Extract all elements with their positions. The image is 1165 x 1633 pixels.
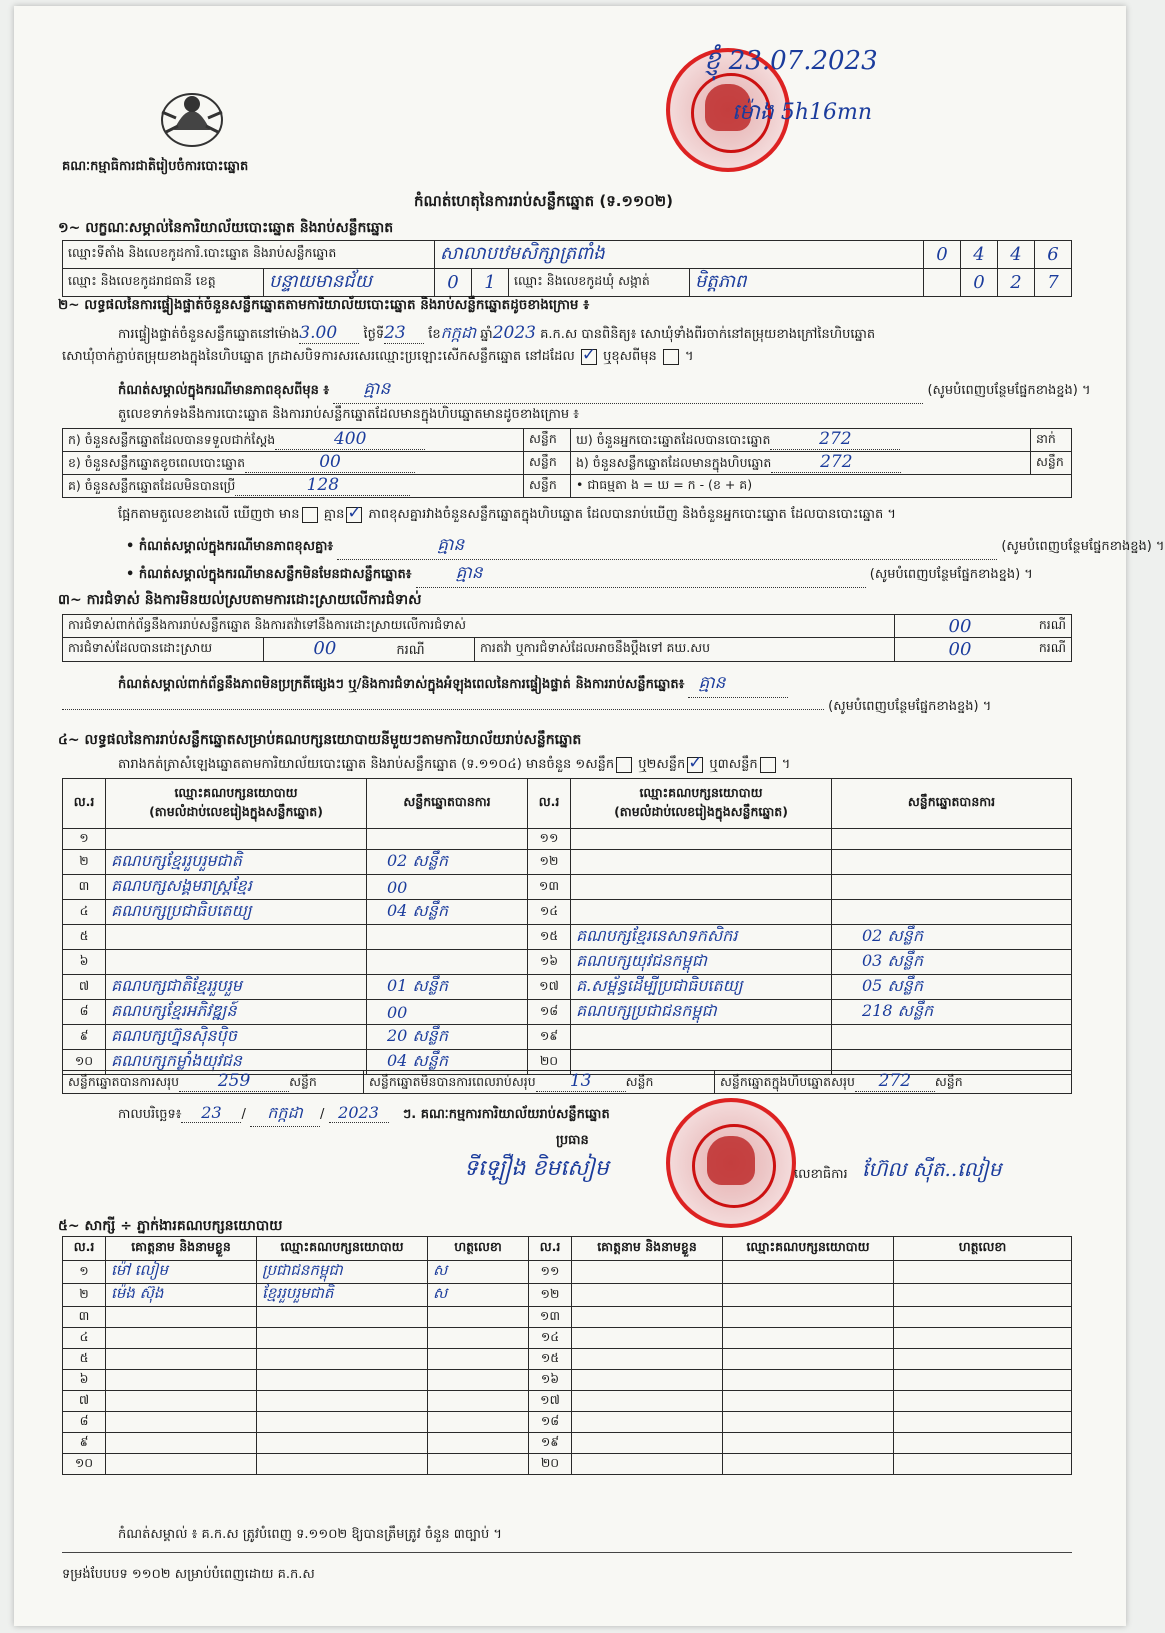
party-number: ១៧ — [528, 975, 571, 1000]
unchanged-checkbox[interactable] — [581, 349, 597, 365]
witness-party — [257, 1307, 428, 1328]
party-number: ១១ — [528, 829, 571, 850]
party-name — [571, 829, 832, 850]
witness-number: ១៩ — [529, 1433, 572, 1454]
witness-signature — [428, 1349, 529, 1370]
secretary-signature: ហ៊ែល ស៊ីត..លៀម — [862, 1157, 1002, 1181]
party-name — [571, 1025, 832, 1050]
witness-name — [572, 1307, 723, 1328]
witness-signature: ស — [428, 1261, 529, 1284]
party-number: ៤ — [63, 900, 106, 925]
witness-name — [572, 1454, 723, 1475]
witness-row — [63, 1284, 1072, 1307]
witness-number: ៧ — [63, 1391, 106, 1412]
witness-party: ខ្មែររួបរួមជាតិ — [257, 1284, 428, 1307]
witness-signature — [428, 1328, 529, 1349]
witness-signature — [428, 1391, 529, 1412]
party-votes — [832, 900, 1072, 925]
committee-name: គណៈកម្មាធិការជាតិរៀបចំការបោះឆ្នោត — [62, 159, 249, 174]
party-name: គណបក្សកម្លាំងយុវជន — [106, 1050, 367, 1075]
verification-paragraph-line2: សោឃុំចាក់ភ្ជាប់តម្រុយខាងក្នុងនៃហិបឆ្នោត ក្រដាសបិទការសរសេរឈ្មោះប្រឡោះសើកសន្លឹកឆ្នោត នៅដដែល ✓ ឬខុសពីមុន ។ — [62, 348, 694, 367]
figure-b-label: ខ) ចំនួនសន្លឹកឆ្នោតខូចពេលបោះឆ្នោត 00 — [63, 452, 524, 475]
figure-c-label: គ) ចំនួនសន្លឹកឆ្នោតដែលមិនបានប្រើ 128 — [63, 475, 524, 498]
witness-name — [572, 1261, 723, 1284]
witness-name — [572, 1433, 723, 1454]
witness-party — [723, 1349, 894, 1370]
witness-signature — [894, 1412, 1072, 1433]
party-name — [571, 875, 832, 900]
witness-party — [723, 1391, 894, 1412]
party-number: ១៥ — [528, 925, 571, 950]
commune-code-digit: 7 — [1035, 269, 1072, 297]
party-votes: 00 — [367, 1000, 528, 1025]
witness-signature: ស — [428, 1284, 529, 1307]
party-votes: 02 សន្លឹក — [832, 925, 1072, 950]
section5-title: ៥~ សាក្សី ÷ ភ្នាក់ងារគណបក្សនយោបាយ — [58, 1218, 283, 1234]
witness-party — [257, 1370, 428, 1391]
witness-party — [723, 1328, 894, 1349]
party-name — [571, 850, 832, 875]
witness-name — [106, 1307, 257, 1328]
witness-number: ២០ — [529, 1454, 572, 1475]
ballot-figures-table: ក) ចំនួនសន្លឹកឆ្នោតដែលបានទទួលជាក់ស្តែង 400 សន្លឹក ឃ) ចំនួនអ្នកបោះឆ្នោតដែលបានបោះឆ្នោត 272 នាក់ ខ) ចំនួនសន្លឹកឆ្នោតខូចពេលបោះឆ្នោត 00 សន្លឹក ង) ចំនួនសន្លឹកឆ្នោតដែលមានក្នុងហិបឆ្នោត 272 សន្លឹក គ) ចំនួនសន្លឹកឆ្នោតដែលមិនបានប្រើ 128 សន្លឹក • ជាធម្មតា ង = ឃ = ក - (ខ + គ) — [62, 428, 1072, 498]
party-number: ១០ — [63, 1050, 106, 1075]
tally-sheet-count-line: តារាងកត់ត្រាសំឡេងឆ្នោតតាមការិយាល័យបោះឆ្នោត និងរាប់សន្លឹកឆ្នោត (ទ.១១០៤) មានចំនួន ១សន្លឹក ឬ២សន្លឹក✓ ឬ៣សន្លឹក ។ — [118, 756, 790, 775]
resolved-count: 00 ករណី — [264, 638, 475, 662]
party-number: ១៨ — [528, 1000, 571, 1025]
figures-intro: តួលេខទាក់ទងនឹងការបោះឆ្នោត និងការរាប់សន្លឹកឆ្នោតដែលមានក្នុងហិបឆ្នោតមានដូចខាងក្រោម ៖ — [118, 407, 579, 422]
province-label: ឈ្មោះ និងលេខកូដរាជធានី ខេត្ត — [63, 269, 264, 297]
discrepancy-note: • កំណត់សម្គាល់ក្នុងករណីមានភាពខុសគ្នា៖ គ្មាន (សូមបំពេញបន្ថែមផ្នែកខាងខ្នង) ។ — [126, 534, 1165, 560]
station-label: ឈ្មោះទីតាំង និងលេខកូដការិ.បោះឆ្នោត និងរាប់សន្លឹកឆ្នោត — [63, 241, 435, 269]
party-row — [63, 1025, 1072, 1050]
party-votes — [832, 875, 1072, 900]
party-number: ៣ — [63, 875, 106, 900]
party-number: ៩ — [63, 1025, 106, 1050]
witness-row — [63, 1370, 1072, 1391]
party-votes: 20 សន្លឹក — [367, 1025, 528, 1050]
non-ballot-note: • កំណត់សម្គាល់ក្នុងករណីមានសន្លឹកមិនមែនជាសន្លឹកឆ្នោត៖ គ្មាន (សូមបំពេញបន្ថែមផ្នែកខាងខ្នង) ។ — [126, 562, 1033, 588]
party-votes: 03 សន្លឹក — [832, 950, 1072, 975]
section3-title: ៣~ ការជំទាស់ និងការមិនយល់ស្របតាមការដោះស្រាយលើការជំទាស់ — [58, 592, 422, 608]
party-votes — [367, 950, 528, 975]
party-votes: 04 សន្លឹក — [367, 1050, 528, 1075]
witness-party — [723, 1412, 894, 1433]
party-name: គណបក្សជាតិខ្មែររួបរួម — [106, 975, 367, 1000]
witness-signature — [894, 1284, 1072, 1307]
witness-name — [572, 1328, 723, 1349]
witness-name — [106, 1391, 257, 1412]
witness-number: ១១ — [529, 1261, 572, 1284]
witness-signature — [894, 1454, 1072, 1475]
witness-party — [723, 1433, 894, 1454]
witness-name — [572, 1284, 723, 1307]
witness-row — [63, 1328, 1072, 1349]
form-title: កំណត់ហេតុនៃការរាប់សន្លឹកឆ្នោត (ទ.១១០២) — [414, 192, 674, 210]
party-number: ១ — [63, 829, 106, 850]
party-number: ៥ — [63, 925, 106, 950]
witness-row — [63, 1307, 1072, 1328]
party-name: គណបក្សប្រជាជនកម្ពុជា — [571, 1000, 832, 1025]
party-votes: 05 សន្លឹក — [832, 975, 1072, 1000]
witness-signature — [428, 1454, 529, 1475]
witness-number: ១៧ — [529, 1391, 572, 1412]
witness-party — [723, 1454, 894, 1475]
party-votes: 218 សន្លឹក — [832, 1000, 1072, 1025]
party-number: ១៣ — [528, 875, 571, 900]
commune-value: មិត្តភាព — [690, 269, 924, 297]
witness-party — [257, 1349, 428, 1370]
witness-number: ១៤ — [529, 1328, 572, 1349]
form-note: កំណត់សម្គាល់ ៖ គ.ក.ស ត្រូវបំពេញ ទ.១១០២ ឱ្យបានត្រឹមត្រូវ ចំនួន ៣ច្បាប់ ។ — [118, 1527, 502, 1542]
party-row — [63, 925, 1072, 950]
witness-row — [63, 1391, 1072, 1412]
commune-code-digit: 0 — [961, 269, 998, 297]
party-votes: 02 សន្លឹក — [367, 850, 528, 875]
witness-signature — [428, 1307, 529, 1328]
witness-name — [572, 1349, 723, 1370]
figure-e-label: ង) ចំនួនសន្លឹកឆ្នោតដែលមានក្នុងហិបឆ្នោត 272 — [571, 452, 1031, 475]
party-number: ១៩ — [528, 1025, 571, 1050]
witness-signature — [894, 1261, 1072, 1284]
witness-party — [723, 1261, 894, 1284]
president-signature: ទីឡឿង ខិមសៀម — [464, 1156, 609, 1181]
witness-number: ២ — [63, 1284, 106, 1307]
witness-table: ល.រ គោត្តនាម និងនាមខ្លួន ឈ្មោះគណបក្សនយោបាយ ហត្ថលេខា ល.រ គោត្តនាម និងនាមខ្លួន ឈ្មោះគណបក្សនយោបាយ ហត្ថលេខា ១ ម៉ៅ លៀម ប្រជាជនកម្ពុជា ស ១១ ២ ម៉េង ស៊ុង ខ្មែររួបរួមជាតិ ស ១២ ៣ ១៣ ៤ ១៤ ៥ ១៥ ៦ ១៦ ៧ ១៧ ៨ ១៨ ៩ ១៩ ១០ ២០ — [62, 1236, 1072, 1475]
change-note-line: កំណត់សម្គាល់ក្នុងករណីមានភាពខុសពីមុន ៖ គ្មាន (សូមបំពេញបន្ថែមផ្នែកខាងខ្នង) ។ — [118, 378, 1091, 404]
party-name — [571, 900, 832, 925]
witness-signature — [428, 1370, 529, 1391]
witness-row — [63, 1349, 1072, 1370]
witness-party — [723, 1307, 894, 1328]
signing-date-line: កាលបរិច្ឆេទ៖ 23 / កក្កដា / 2023 ៗ. គណៈកម្មការការិយាល័យរាប់សន្លឹកឆ្នោត — [118, 1102, 610, 1127]
witness-number: ៥ — [63, 1349, 106, 1370]
president-label: ប្រធាន — [556, 1133, 589, 1148]
witness-party — [257, 1433, 428, 1454]
party-number: ៦ — [63, 950, 106, 975]
witness-number: ៩ — [63, 1433, 106, 1454]
party-row — [63, 875, 1072, 900]
party-row — [63, 950, 1072, 975]
party-number: ៧ — [63, 975, 106, 1000]
party-number: ១២ — [528, 850, 571, 875]
witness-signature — [428, 1412, 529, 1433]
secretary-label: លេខាធិការ — [794, 1167, 848, 1182]
witness-number: ៨ — [63, 1412, 106, 1433]
party-row — [63, 829, 1072, 850]
province-value: បន្ទាយមានជ័យ — [264, 269, 435, 297]
witness-party — [257, 1391, 428, 1412]
changed-checkbox[interactable] — [663, 349, 679, 365]
party-votes — [832, 1025, 1072, 1050]
witness-party — [257, 1412, 428, 1433]
witness-number: ១៦ — [529, 1370, 572, 1391]
two-sheets-checkbox[interactable] — [687, 757, 703, 773]
witness-number: ៤ — [63, 1328, 106, 1349]
party-number: ២០ — [528, 1050, 571, 1075]
form-footer: ទម្រង់បែបបទ ១១០២ សម្រាប់បំពេញដោយ គ.ក.ស — [62, 1567, 315, 1582]
witness-number: ១០ — [63, 1454, 106, 1475]
party-name: គណបក្សខ្មែររួបរួមជាតិ — [106, 850, 367, 875]
total-box-value: 272 — [855, 1071, 935, 1092]
party-name: គណបក្សខ្មែរនេសាទកសិករ — [571, 925, 832, 950]
party-votes — [832, 829, 1072, 850]
witness-number: ១២ — [529, 1284, 572, 1307]
complaints-table: ការជំទាស់ពាក់ព័ន្ធនឹងការរាប់សន្លឹកឆ្នោត និងការតវ៉ាទៅនឹងការដោះស្រាយលើការជំទាស់ 00 ករណី ការជំទាស់ដែលបានដោះស្រាយ 00 ករណី ការតវ៉ា ឬការជំទាស់ដែលអាចនឹងប្តឹងទៅ គឃ.សប 00 ករណី — [62, 614, 1072, 662]
witness-row — [63, 1412, 1072, 1433]
no-discrepancy-checkbox[interactable] — [346, 507, 362, 523]
received-time-handwriting: ម៉ោង 5h16mn — [732, 100, 873, 125]
witness-name — [106, 1454, 257, 1475]
witness-signature — [428, 1433, 529, 1454]
witness-party: ប្រជាជនកម្ពុជា — [257, 1261, 428, 1284]
station-name-value: សាលាបឋមសិក្សាត្រពាំង — [435, 241, 924, 269]
party-name: គណបក្សសង្គមរាស្ត្រខ្មែរ — [106, 875, 367, 900]
party-name — [106, 829, 367, 850]
witness-signature — [894, 1370, 1072, 1391]
witness-signature — [894, 1391, 1072, 1412]
party-name: គណបក្សខ្មែរអភិវឌ្ឍន៍ — [106, 1000, 367, 1025]
received-date-handwriting: ខ្ញុំ 23.07.2023 — [704, 46, 878, 76]
committee-seal-stamp — [666, 1098, 796, 1228]
party-votes — [367, 829, 528, 850]
station-identity-table — [62, 240, 1072, 297]
party-votes: 04 សន្លឹក — [367, 900, 528, 925]
party-row — [63, 850, 1072, 875]
party-row — [63, 900, 1072, 925]
has-discrepancy-checkbox[interactable] — [302, 507, 318, 523]
station-code-digit: 4 — [961, 241, 998, 269]
witness-name — [106, 1370, 257, 1391]
party-name: គ.សម្ព័ន្ធដើម្បីប្រជាធិបតេយ្យ — [571, 975, 832, 1000]
party-row — [63, 975, 1072, 1000]
party-name — [106, 950, 367, 975]
complaints-count: 00 — [895, 615, 1026, 638]
station-code-digit: 6 — [1035, 241, 1072, 269]
witness-party — [257, 1328, 428, 1349]
witness-name — [106, 1349, 257, 1370]
figure-d-label: ឃ) ចំនួនអ្នកបោះឆ្នោតដែលបានបោះឆ្នោត 272 — [571, 429, 1031, 452]
witness-number: ៦ — [63, 1370, 106, 1391]
party-name: គណបក្សយុវជនកម្ពុជា — [571, 950, 832, 975]
witness-name — [106, 1433, 257, 1454]
total-valid-value: 259 — [179, 1071, 289, 1092]
witness-name — [106, 1412, 257, 1433]
verification-paragraph: ការផ្ទៀងផ្ទាត់ចំនួនសន្លឹកឆ្នោតនៅម៉ោង3.00 ថ្ងៃទី23 ខែកក្កដា ឆ្នាំ2023 គ.ក.ស បានពិនិត្យ៖ សោឃុំទាំងពីរចាក់នៅតម្រុយខាងក្រៅនៃហិបឆ្នោត — [118, 323, 876, 343]
commune-label: ឈ្មោះ និងលេខកូដឃុំ សង្កាត់ — [509, 269, 690, 297]
witness-signature — [894, 1433, 1072, 1454]
party-row — [63, 1000, 1072, 1025]
witness-number: ៣ — [63, 1307, 106, 1328]
witness-party — [723, 1370, 894, 1391]
witness-name — [106, 1328, 257, 1349]
commune-code-digit: 2 — [998, 269, 1035, 297]
province-code-digit: 0 — [435, 269, 472, 297]
form-sheet — [14, 6, 1165, 1626]
party-name: គណបក្សប្រជាធិបតេយ្យ — [106, 900, 367, 925]
witness-name — [572, 1370, 723, 1391]
totals-table: សន្លឹកឆ្នោតបានការសរុប 259 សន្លឹក សន្លឹកឆ្នោតមិនបានការពេលរាប់សរុប 13 សន្លឹក សន្លឹកឆ្នោតក្នុងហិបឆ្នោតសរុប 272 សន្លឹក — [62, 1070, 1072, 1094]
figure-a-label: ក) ចំនួនសន្លឹកឆ្នោតដែលបានទទួលជាក់ស្តែង 400 — [63, 429, 524, 452]
witness-signature — [894, 1307, 1072, 1328]
witness-row — [63, 1433, 1072, 1454]
section2-title: ២~ លទ្ធផលនៃការផ្ទៀងផ្ទាត់ចំនួនសន្លឹកឆ្នោតតាមការិយាល័យបោះឆ្នោត និងរាប់សន្លឹកឆ្នោតដូចខាងក្រោម ៖ — [58, 297, 590, 313]
party-number: ១៤ — [528, 900, 571, 925]
party-votes: 00 — [367, 875, 528, 900]
total-invalid-value: 13 — [536, 1071, 626, 1092]
party-number: ៨ — [63, 1000, 106, 1025]
station-code-digit: 4 — [998, 241, 1035, 269]
witness-signature — [894, 1328, 1072, 1349]
discrepancy-line: ផ្អែកតាមតួលេខខាងលើ ឃើញថា មាន គ្មាន✓ ភាពខុសគ្នារវាងចំនួនសន្លឹកឆ្នោតក្នុងហិបឆ្នោត ដែលបានរាប់ឃើញ និងចំនួនអ្នកបោះឆ្នោត ដែលបានបោះឆ្នោត ។ — [118, 506, 896, 525]
witness-number: ១៥ — [529, 1349, 572, 1370]
footer-divider — [62, 1552, 1072, 1553]
witness-name: ម៉ៅ លៀម — [106, 1261, 257, 1284]
party-results-table: ល.រ ឈ្មោះគណបក្សនយោបាយ (តាមលំដាប់លេខរៀងក្នុងសន្លឹកឆ្នោត) សន្លឹកឆ្នោតបានការ ល.រ ឈ្មោះគណបក្សនយោបាយ (តាមលំដាប់លេខរៀងក្នុងសន្លឹកឆ្នោត) សន្លឹកឆ្នោតបានការ ១ ១១ ២ គណបក្សខ្មែររួបរួមជាតិ 02 សន្លឹក ១២ ៣ គណបក្សសង្គមរាស្ត្រខ្មែរ 00 ១៣ ៤ គណបក្សប្រជាធិបតេយ្យ 04 សន្លឹក ១៤ ៥ ១៥ គណបក្សខ្មែរនេសាទកសិករ 02 សន្លឹក ៦ ១៦ គណបក្សយុវជនកម្ពុជា 03 សន្លឹក ៧ គណបក្សជាតិខ្មែររួបរួម 01 សន្លឹក ១៧ គ.សម្ព័ន្ធដើម្បីប្រជាធិបតេយ្យ 05 សន្លឹក ៨ គណបក្សខ្មែរអភិវឌ្ឍន៍ 00 ១៨ គណបក្សប្រជាជនកម្ពុជា 218 សន្លឹក ៩ គណបក្សហ្វ៊ុនស៊ិនប៉ិច 20 សន្លឹក ១៩ ១០ គណបក្សកម្លាំងយុវជន 04 សន្លឹក ២០ — [62, 778, 1072, 1075]
party-number: ២ — [63, 850, 106, 875]
figure-formula: • ជាធម្មតា ង = ឃ = ក - (ខ + គ) — [571, 475, 1072, 498]
witness-number: ១៨ — [529, 1412, 572, 1433]
witness-row — [63, 1261, 1072, 1284]
irregularity-note-line2: (សូមបំពេញបន្ថែមផ្នែកខាងខ្នង) ។ — [62, 698, 991, 717]
witness-name — [572, 1412, 723, 1433]
party-number: ១៦ — [528, 950, 571, 975]
party-votes: 01 សន្លឹក — [367, 975, 528, 1000]
witness-name: ម៉េង ស៊ុង — [106, 1284, 257, 1307]
three-sheets-checkbox[interactable] — [760, 757, 776, 773]
witness-number: ១៣ — [529, 1307, 572, 1328]
witness-name — [572, 1391, 723, 1412]
witness-signature — [894, 1349, 1072, 1370]
irregularity-note: កំណត់សម្គាល់ពាក់ព័ន្ធនឹងភាពមិនប្រក្រតីផ្សេងៗ ឬ/និងការជំទាស់ក្នុងអំឡុងពេលនៃការផ្ទៀងផ្ទាត់ និងការរាប់សន្លឹកឆ្នោត៖ គ្មាន — [118, 672, 788, 698]
province-code-digit: 1 — [472, 269, 509, 297]
section4-title: ៤~ លទ្ធផលនៃការរាប់សន្លឹកឆ្នោតសម្រាប់គណបក្សនយោបាយនីមួយៗតាមការិយាល័យរាប់សន្លឹកឆ្នោត — [58, 732, 582, 748]
witness-row — [63, 1454, 1072, 1475]
party-votes — [367, 925, 528, 950]
witness-party — [723, 1284, 894, 1307]
party-votes — [832, 850, 1072, 875]
party-name: គណបក្សហ្វ៊ុនស៊ិនប៉ិច — [106, 1025, 367, 1050]
nec-emblem-icon — [152, 82, 232, 152]
station-code-digit: 0 — [924, 241, 961, 269]
one-sheet-checkbox[interactable] — [616, 757, 632, 773]
party-name — [106, 925, 367, 950]
appeal-count: 00 — [895, 638, 1026, 662]
witness-number: ១ — [63, 1261, 106, 1284]
witness-party — [257, 1454, 428, 1475]
section1-title: ១~ លក្ខណៈសម្គាល់នៃការិយាល័យបោះឆ្នោត និងរាប់សន្លឹកឆ្នោត — [58, 220, 394, 236]
